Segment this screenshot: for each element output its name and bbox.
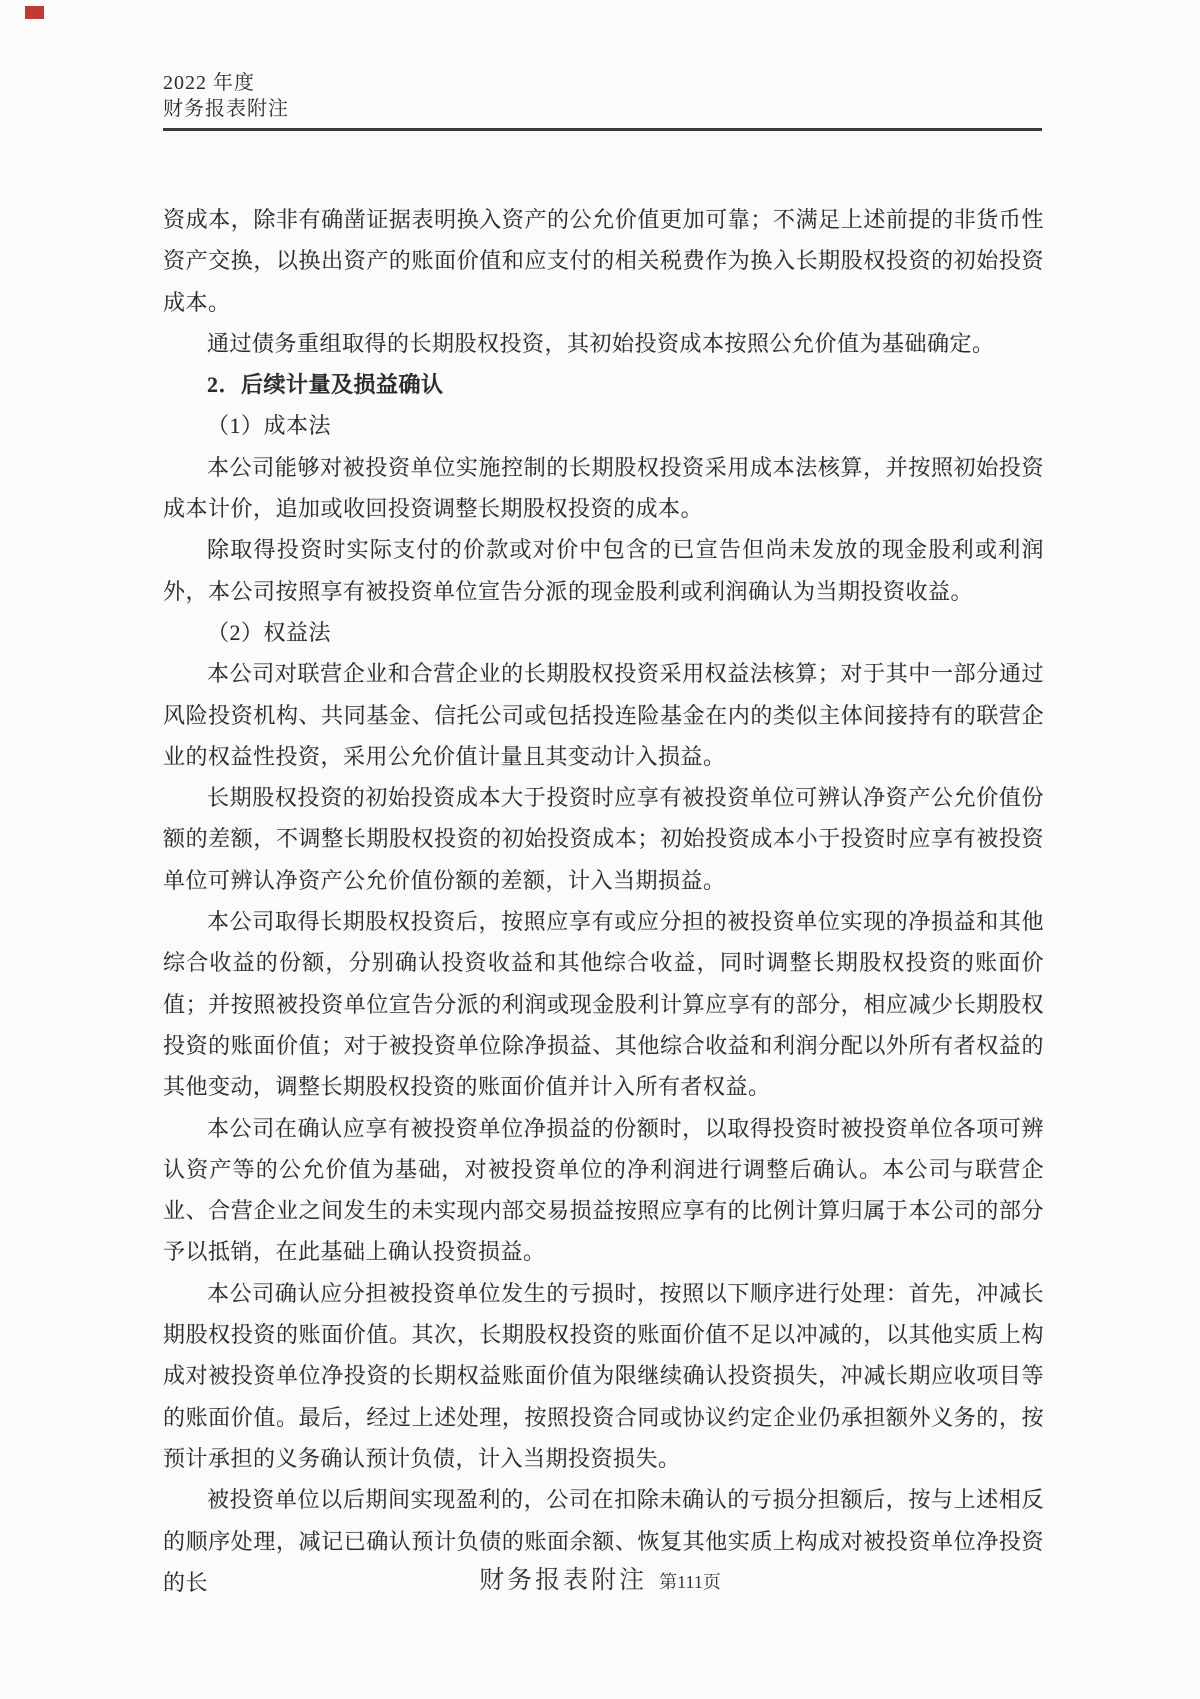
footer-title: 财务报表附注: [479, 1567, 648, 1594]
body-paragraph: 长期股权投资的初始投资成本大于投资时应享有被投资单位可辨认净资产公允价值份额的差额，不调整长期股权投资的初始投资成本；初始投资成本小于投资时应享有被投资单位可辨认净资产公允价值份额的差额，计入当期损益。: [163, 785, 1044, 893]
body-paragraph: 除取得投资时实际支付的价款或对价中包含的已宣告但尚未发放的现金股利或利润外，本公司按照享有被投资单位宣告分派的现金股利或利润确认为当期投资收益。: [163, 537, 1044, 604]
subsection-heading: （1）成本法: [207, 413, 332, 439]
red-corner-mark: [25, 6, 44, 19]
page-header: [163, 70, 1042, 131]
header-title: 财务报表附注: [163, 98, 289, 120]
header-divider: [163, 128, 1042, 131]
body-paragraph: 被投资单位以后期间实现盈利的，公司在扣除未确认的亏损分担额后，按与上述相反的顺序处理，减记已确认预计负债的账面余额、恢复其他实质上构成对被投资单位净投资的长: [163, 1487, 1044, 1595]
body-paragraph: 本公司能够对被投资单位实施控制的长期股权投资采用成本法核算，并按照初始投资成本计价，追加或收回投资调整长期股权投资的成本。: [163, 454, 1044, 522]
body-paragraph: 资成本，除非有确凿证据表明换入资产的公允价值更加可靠；不满足上述前提的非货币性资产交换，以换出资产的账面价值和应支付的相关税费作为换入长期股权投资的初始投资成本。: [163, 207, 1044, 315]
body-paragraph: 本公司对联营企业和合营企业的长期股权投资采用权益法核算；对于其中一部分通过风险投资机构、共同基金、信托公司或包括投连险基金在内的类似主体间接持有的联营企业的权益性投资，采用公允价值计量且其变动计入损益。: [163, 661, 1044, 769]
subsection-heading: （2）权益法: [207, 619, 332, 645]
body-paragraph: 本公司取得长期股权投资后，按照应享有或应分担的被投资单位实现的净损益和其他综合收益的份额，分别确认投资收益和其他综合收益，同时调整长期股权投资的账面价值；并按照被投资单位宣告分派的利润或现金股利计算应享有的部分，相应减少长期股权投资的账面价值；对于被投资单位除净损益、其他综合收益和利润分配以外所有者权益的其他变动，调整长期股权投资的账面价值并计入所有者权益。: [163, 909, 1044, 1100]
body-paragraph: 本公司确认应分担被投资单位发生的亏损时，按照以下顺序进行处理：首先，冲减长期股权投资的账面价值。其次，长期股权投资的账面价值不足以冲减的，以其他实质上构成对被投资单位净投资的长期权益账面价值为限继续确认投资损失，冲减长期应收项目等的账面价值。最后，经过上述处理，按照投资合同或协议约定企业仍承担额外义务的，按预计承担的义务确认预计负债，计入当期投资损失。: [163, 1280, 1044, 1471]
footer-page-number: 第111页: [659, 1572, 721, 1592]
page-footer: [0, 1560, 1200, 1596]
body-paragraph: 通过债务重组取得的长期股权投资，其初始投资成本按照公允价值为基础确定。: [207, 330, 995, 356]
header-year: 2022 年度: [163, 72, 255, 94]
section-heading: 2．后续计量及损益确认: [207, 372, 444, 398]
body-paragraph: 本公司在确认应享有被投资单位净损益的份额时，以取得投资时被投资单位各项可辨认资产等的公允价值为基础，对被投资单位的净利润进行调整后确认。本公司与联营企业、合营企业之间发生的未实现内部交易损益按照应享有的比例计算归属于本公司的部分予以抵销，在此基础上确认投资损益。: [163, 1115, 1044, 1265]
document-body: [163, 199, 1044, 1603]
